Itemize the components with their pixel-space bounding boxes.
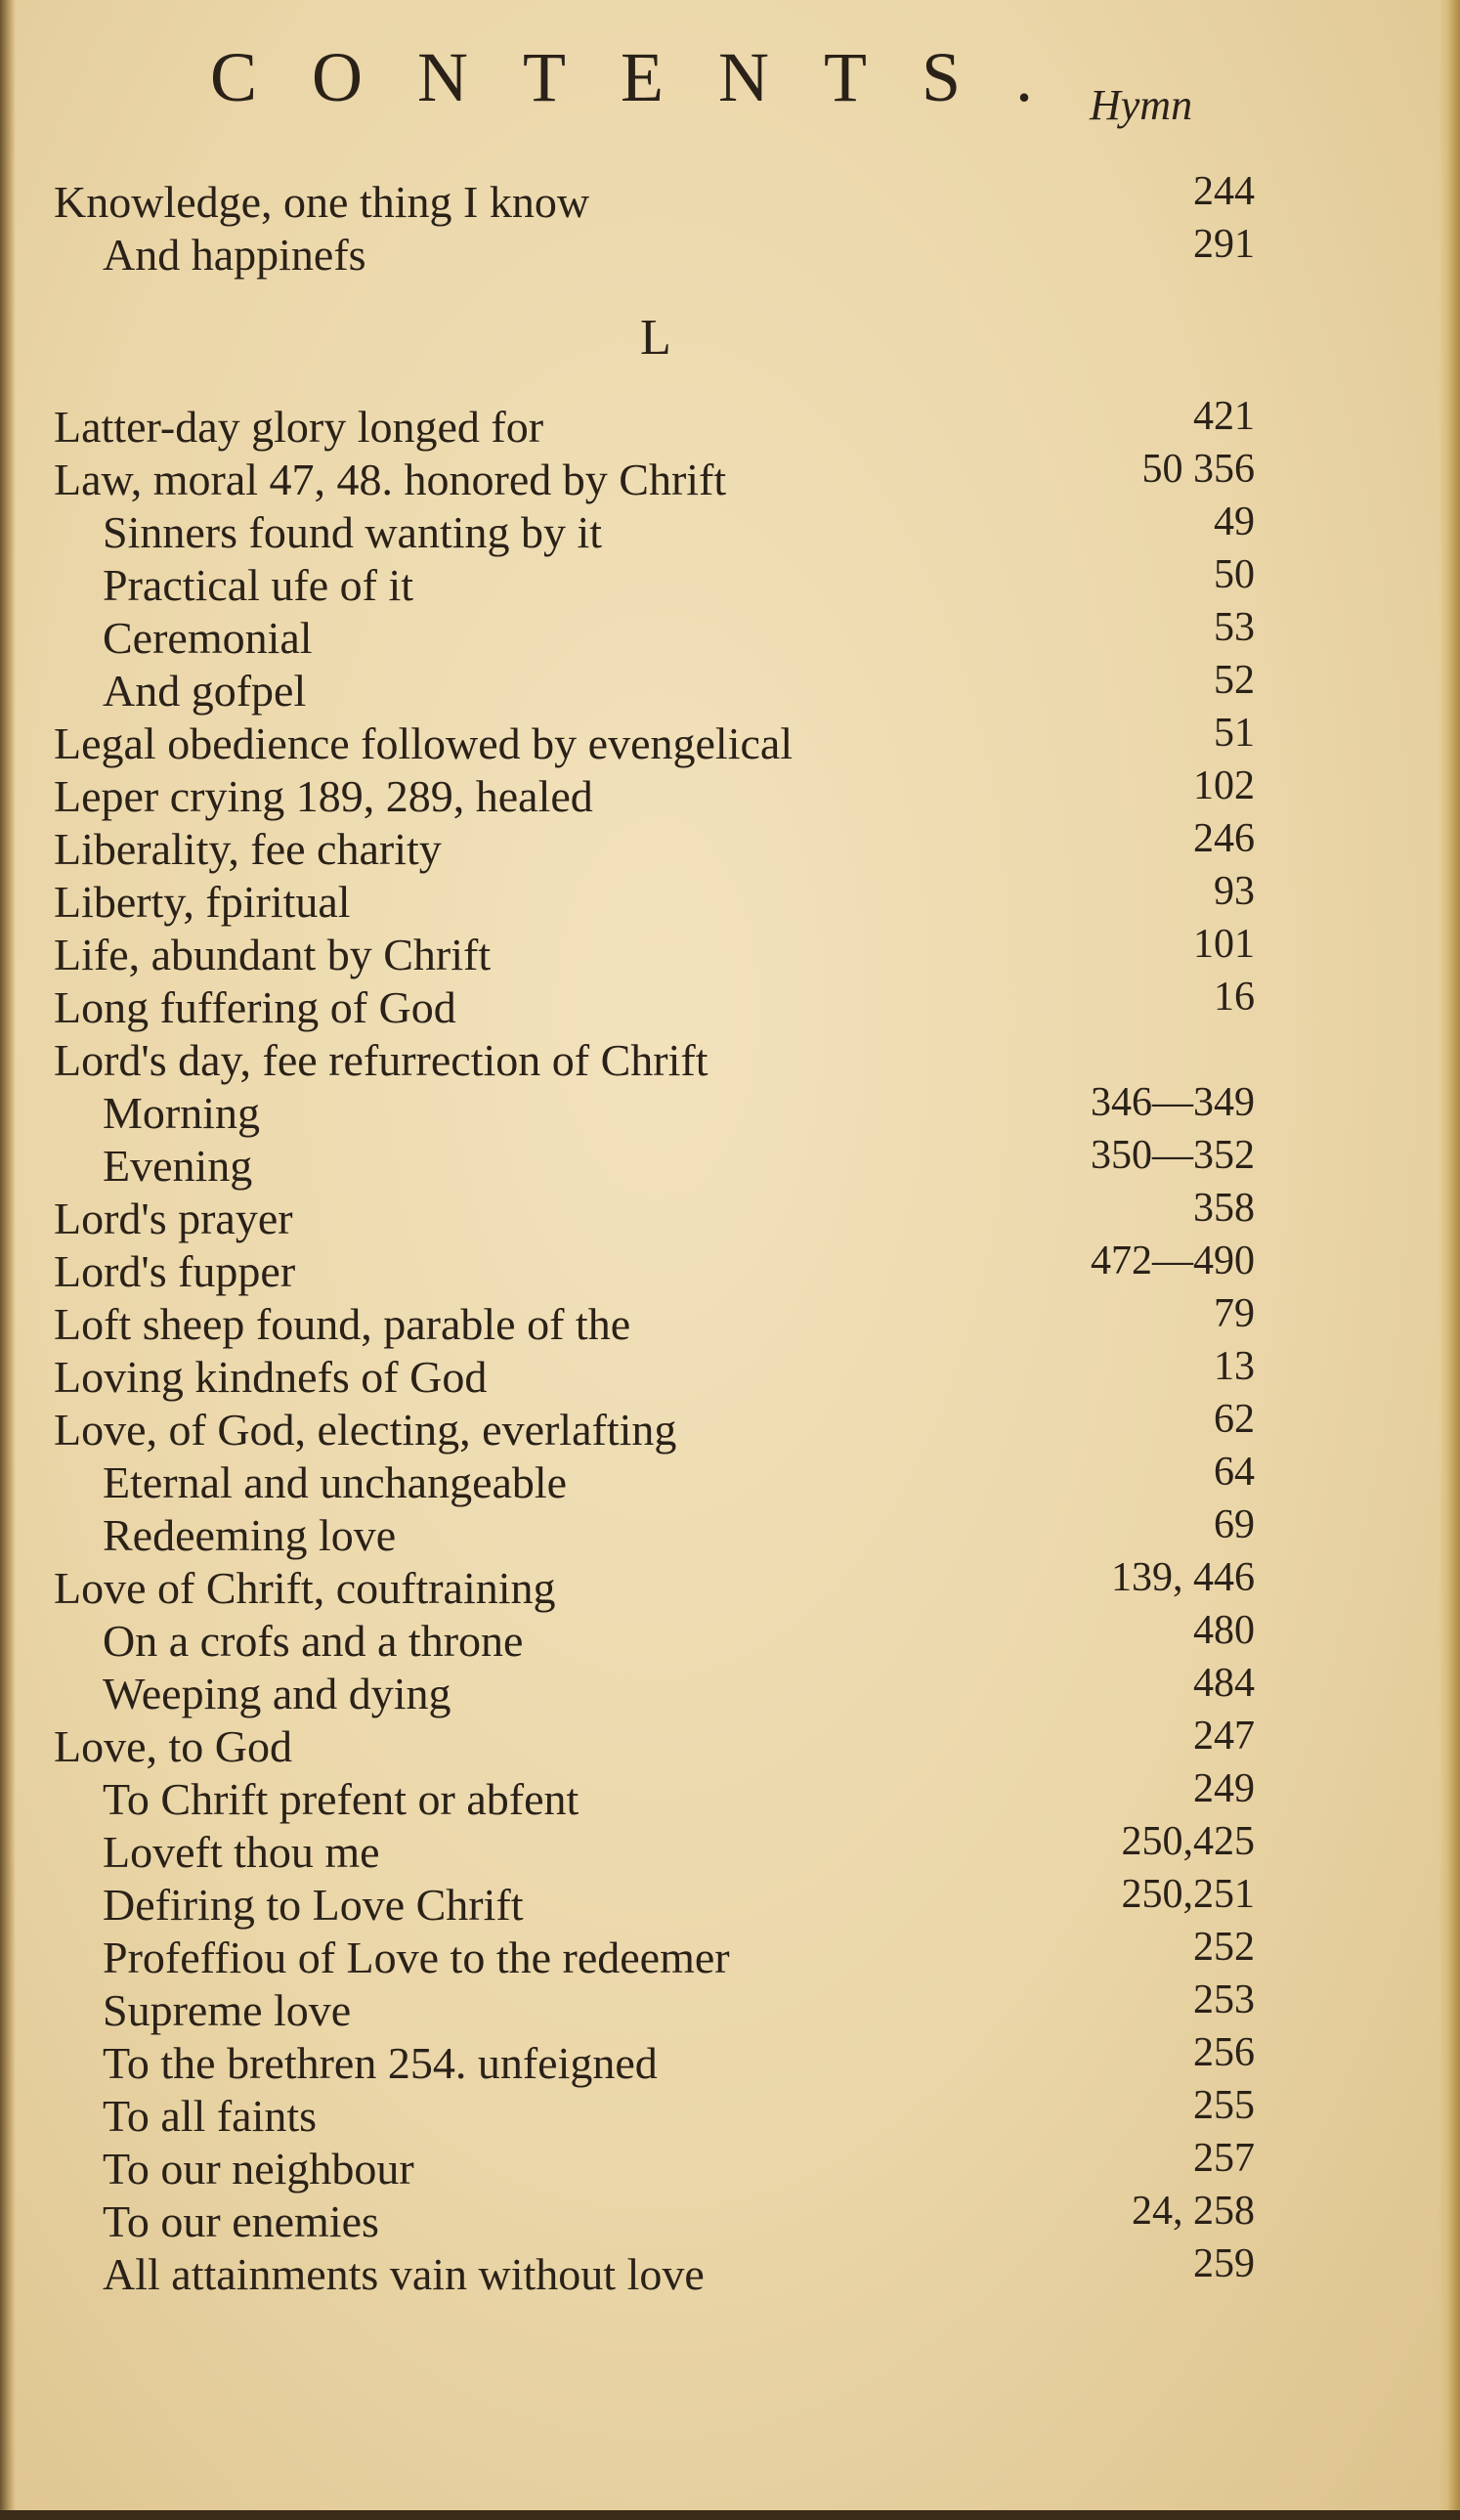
entry-hymn-number: 102 <box>1193 763 1255 808</box>
index-entry <box>0 763 1460 821</box>
entry-label: Lord's fupper <box>54 1246 296 1296</box>
index-entry <box>0 1080 1460 1138</box>
index-entry <box>0 447 1460 504</box>
entry-label: Morning <box>103 1088 260 1138</box>
index-entry <box>0 1397 1460 1455</box>
index-entry <box>0 922 1460 979</box>
index-entry <box>0 2241 1460 2299</box>
index-entry <box>0 869 1460 927</box>
entry-hymn-number: 247 <box>1193 1714 1255 1759</box>
index-entry <box>0 1608 1460 1666</box>
entry-hymn-number: 16 <box>1214 975 1255 1020</box>
index-entry <box>0 2189 1460 2246</box>
entry-label: Loving kindnefs of God <box>54 1352 488 1402</box>
index-entry <box>0 2136 1460 2194</box>
entry-label: Loveft thou me <box>103 1827 380 1877</box>
entry-label: Profeffiou of Love to the redeemer <box>103 1933 730 1982</box>
entry-hymn-number: 50 356 <box>1141 447 1255 492</box>
entry-hymn-number: 62 <box>1214 1397 1255 1442</box>
entry-hymn-number: 101 <box>1193 922 1255 967</box>
entry-hymn-number: 472—490 <box>1091 1238 1255 1283</box>
entry-hymn-number: 139, 446 <box>1111 1555 1255 1600</box>
entry-label: Love of Chrift, couftraining <box>54 1563 556 1613</box>
index-entry <box>0 1034 1460 1085</box>
entry-label: Liberty, fpiritual <box>54 877 351 927</box>
entry-hymn-number: 346—349 <box>1091 1080 1255 1125</box>
index-entry <box>0 2083 1460 2141</box>
entry-label: Long fuffering of God <box>54 982 456 1032</box>
entry-label: And happinefs <box>103 230 366 280</box>
index-entry <box>0 711 1460 768</box>
index-entry <box>0 975 1460 1032</box>
entry-hymn-number: 249 <box>1193 1766 1255 1811</box>
entry-hymn-number: 79 <box>1214 1291 1255 1336</box>
entry-hymn-number: 51 <box>1214 711 1255 756</box>
index-entry <box>0 1344 1460 1402</box>
index-entry <box>0 2030 1460 2088</box>
entry-label: Legal obedience followed by evengelical <box>54 718 794 768</box>
entry-hymn-number: 350—352 <box>1091 1133 1255 1178</box>
entry-hymn-number: 252 <box>1193 1925 1255 1970</box>
entry-label: Sinners found wanting by it <box>103 507 603 557</box>
entry-hymn-number: 50 <box>1214 552 1255 597</box>
entry-label: Loft sheep found, parable of the <box>54 1299 631 1349</box>
column-heading-hymn: Hymn <box>1090 81 1193 129</box>
entry-hymn-number: 250,425 <box>1121 1819 1255 1864</box>
entry-label: Latter-day glory longed for <box>54 402 544 452</box>
index-entry <box>0 1925 1460 1982</box>
entry-label: Ceremonial <box>103 613 313 663</box>
index-entry <box>0 658 1460 716</box>
entry-hymn-number: 253 <box>1193 1977 1255 2022</box>
entry-hymn-number: 64 <box>1214 1450 1255 1495</box>
entry-hymn-number: 246 <box>1193 816 1255 861</box>
index-entry <box>0 1661 1460 1718</box>
index-entry <box>0 1133 1460 1191</box>
index-entry <box>0 394 1460 452</box>
index-entry <box>0 816 1460 874</box>
index-entry <box>0 1291 1460 1349</box>
entry-label: And gofpel <box>103 666 307 716</box>
index-entry <box>0 1450 1460 1507</box>
entry-label: Lord's day, fee refurrection of Chrift <box>54 1035 709 1085</box>
entry-hymn-number: 480 <box>1193 1608 1255 1653</box>
entry-label: All attainments vain without love <box>103 2249 705 2299</box>
entry-hymn-number: 250,251 <box>1121 1872 1255 1917</box>
entry-hymn-number: 93 <box>1214 869 1255 914</box>
entry-hymn-number: 358 <box>1193 1186 1255 1231</box>
entry-hymn-number: 13 <box>1214 1344 1255 1389</box>
index-entry <box>0 169 1460 227</box>
page-bottom-rule <box>0 2510 1460 2520</box>
entry-label: Love, to God <box>54 1721 293 1771</box>
entry-hymn-number: 52 <box>1214 658 1255 703</box>
entry-label: Leper crying 189, 289, healed <box>54 771 593 821</box>
entry-hymn-number: 49 <box>1214 500 1255 544</box>
entry-hymn-number: 244 <box>1193 169 1255 214</box>
entry-label: To our enemies <box>103 2196 379 2246</box>
index-entry <box>0 1186 1460 1243</box>
entry-label: Knowledge, one thing I know <box>54 177 590 227</box>
entry-hymn-number: 484 <box>1193 1661 1255 1706</box>
entry-hymn-number: 69 <box>1214 1502 1255 1547</box>
entry-label: Life, abundant by Chrift <box>54 930 492 979</box>
index-entry <box>0 222 1460 280</box>
entry-label: To the brethren 254. unfeigned <box>103 2038 658 2088</box>
entry-hymn-number: 256 <box>1193 2030 1255 2075</box>
entry-label: Weeping and dying <box>103 1669 451 1718</box>
entry-hymn-number: 421 <box>1193 394 1255 439</box>
index-entry <box>0 1238 1460 1296</box>
index-entry <box>0 1977 1460 2035</box>
entry-label: Law, moral 47, 48. honored by Chrift <box>54 455 727 504</box>
section-letter: L <box>640 310 671 366</box>
index-entry <box>0 1714 1460 1771</box>
entry-label: Liberality, fee charity <box>54 824 442 874</box>
index-entry <box>0 605 1460 663</box>
entry-label: On a crofs and a throne <box>103 1616 524 1666</box>
entry-label: Practical ufe of it <box>103 560 414 610</box>
index-entry <box>0 1766 1460 1824</box>
entry-label: Eternal and unchangeable <box>103 1457 568 1507</box>
index-entry <box>0 1819 1460 1877</box>
entry-hymn-number: 53 <box>1214 605 1255 650</box>
index-entry <box>0 1502 1460 1560</box>
entry-label: To our neighbour <box>103 2144 414 2194</box>
entry-hymn-number: 255 <box>1193 2083 1255 2128</box>
index-entry <box>0 1872 1460 1930</box>
entry-label: Love, of God, electing, everlafting <box>54 1405 677 1455</box>
entry-label: Defiring to Love Chrift <box>103 1880 524 1930</box>
page-title: CONTENTS. <box>210 38 1088 116</box>
entry-hymn-number: 291 <box>1193 222 1255 267</box>
entry-label: To all faints <box>103 2091 318 2141</box>
entry-label: Evening <box>103 1141 253 1191</box>
index-entry <box>0 552 1460 610</box>
entry-label: To Chrift prefent or abfent <box>103 1774 580 1824</box>
entry-label: Supreme love <box>103 1985 352 2035</box>
entry-label: Lord's prayer <box>54 1194 293 1243</box>
entry-label: Redeeming love <box>103 1510 397 1560</box>
entry-hymn-number: 259 <box>1193 2241 1255 2286</box>
index-entry <box>0 500 1460 557</box>
entry-hymn-number: 24, 258 <box>1132 2189 1255 2234</box>
index-entry <box>0 1555 1460 1613</box>
entry-hymn-number: 257 <box>1193 2136 1255 2181</box>
